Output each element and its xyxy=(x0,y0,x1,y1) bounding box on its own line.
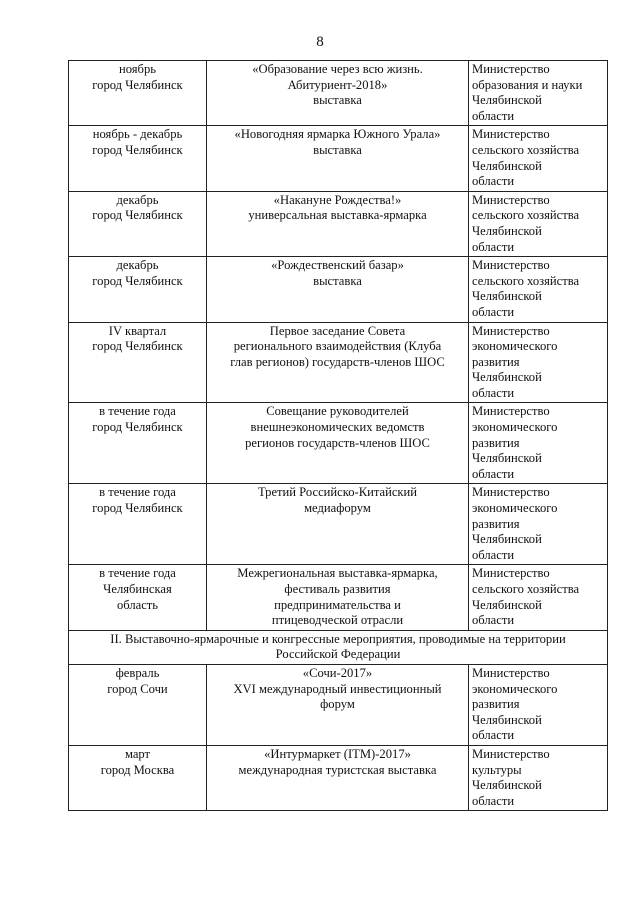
page-number: 8 xyxy=(316,34,324,50)
date-place-cell xyxy=(69,745,207,810)
organizer-cell xyxy=(469,484,608,565)
organizer-line: развития xyxy=(472,435,520,450)
organizer-cell xyxy=(469,61,608,126)
organizer-line: Челябинской xyxy=(472,597,542,612)
place-line: город Челябинск xyxy=(92,273,183,288)
date-line: в течение года xyxy=(99,566,176,581)
event-cell xyxy=(207,484,469,565)
event-line: выставка xyxy=(313,142,362,157)
organizer-line: сельского хозяйства xyxy=(472,142,580,157)
organizer-line: Челябинской xyxy=(472,93,542,108)
organizer-line: Министерство xyxy=(472,404,550,419)
place-line: город Сочи xyxy=(107,681,168,696)
event-line: внешнеэкономических ведомств xyxy=(250,420,425,435)
event-line: «Образование через всю жизнь. xyxy=(252,62,423,76)
organizer-line: области xyxy=(472,547,515,562)
event-line: выставка xyxy=(313,273,362,288)
organizer-line: Челябинской xyxy=(472,223,542,238)
organizer-line: культуры xyxy=(472,762,522,777)
organizer-line: Министерство xyxy=(472,323,550,338)
event-line: Межрегиональная выставка-ярмарка, xyxy=(237,566,438,581)
event-cell xyxy=(207,61,469,126)
event-line: XVI международный инвестиционный xyxy=(233,681,442,696)
event-line: предпринимательства и xyxy=(274,597,401,612)
date-line: февраль xyxy=(115,665,160,680)
organizer-cell xyxy=(469,322,608,403)
organizer-line: экономического xyxy=(472,339,558,354)
date-line: декабрь xyxy=(116,192,159,207)
date-line: IV квартал xyxy=(108,323,167,338)
events-table xyxy=(68,60,608,811)
organizer-cell xyxy=(469,664,608,745)
event-cell xyxy=(207,191,469,256)
table-row xyxy=(69,126,608,191)
date-line: ноябрь xyxy=(118,62,157,76)
date-place-cell xyxy=(69,126,207,191)
organizer-line: области xyxy=(472,174,515,189)
table-row xyxy=(69,403,608,484)
organizer-line: Челябинской xyxy=(472,451,542,466)
date-place-cell xyxy=(69,191,207,256)
place-line: город Челябинск xyxy=(92,142,183,157)
organizer-line: Министерство xyxy=(472,62,550,76)
date-line: в течение года xyxy=(99,485,176,500)
event-line: «Сочи-2017» xyxy=(302,665,373,680)
organizer-line: развития xyxy=(472,354,520,369)
table-row xyxy=(69,484,608,565)
place-line: город Челябинск xyxy=(92,501,183,516)
section-heading-row xyxy=(69,630,608,664)
date-place-cell xyxy=(69,484,207,565)
event-cell xyxy=(207,126,469,191)
organizer-line: области xyxy=(472,304,515,319)
event-cell xyxy=(207,745,469,810)
date-line: март xyxy=(124,746,151,761)
place-line: город Челябинск xyxy=(92,339,183,354)
event-line: Совещание руководителей xyxy=(266,404,409,419)
table-row xyxy=(69,61,608,126)
organizer-cell xyxy=(469,745,608,810)
date-place-cell xyxy=(69,61,207,126)
table-row xyxy=(69,191,608,256)
table-row xyxy=(69,257,608,322)
organizer-line: Министерство xyxy=(472,192,550,207)
event-line: «Интурмаркет (ITM)-2017» xyxy=(264,746,411,761)
organizer-cell xyxy=(469,403,608,484)
organizer-line: экономического xyxy=(472,501,558,516)
event-line: глав регионов) государств-членов ШОС xyxy=(230,354,445,369)
organizer-line: Министерство xyxy=(472,566,550,581)
organizer-line: экономического xyxy=(472,420,558,435)
event-line: регионов государств-членов ШОС xyxy=(245,435,430,450)
event-cell xyxy=(207,565,469,630)
event-line: Первое заседание Совета xyxy=(269,323,406,338)
organizer-line: Челябинской xyxy=(472,532,542,547)
event-cell xyxy=(207,664,469,745)
event-cell xyxy=(207,257,469,322)
event-line: «Рождественский базар» xyxy=(271,258,404,273)
organizer-line: Челябинской xyxy=(472,158,542,173)
organizer-line: Челябинской xyxy=(472,370,542,385)
event-line: форум xyxy=(320,697,355,712)
place-line: город Челябинск xyxy=(92,208,183,223)
organizer-line: сельского хозяйства xyxy=(472,208,580,223)
table-row xyxy=(69,322,608,403)
date-line: декабрь xyxy=(116,258,159,273)
date-line: в течение года xyxy=(99,404,176,419)
event-line: выставка xyxy=(313,93,362,108)
date-place-cell xyxy=(69,403,207,484)
section-heading xyxy=(69,630,608,664)
organizer-cell xyxy=(469,126,608,191)
place-line: город Москва xyxy=(100,762,175,777)
table-row xyxy=(69,745,608,810)
organizer-line: развития xyxy=(472,516,520,531)
organizer-line: Челябинской xyxy=(472,289,542,304)
table-row xyxy=(69,664,608,745)
event-line: универсальная выставка-ярмарка xyxy=(248,208,427,223)
organizer-line: образования и науки xyxy=(472,77,583,92)
organizer-line: Министерство xyxy=(472,258,550,273)
organizer-line: области xyxy=(472,793,515,808)
organizer-line: области xyxy=(472,239,515,254)
organizer-line: Министерство xyxy=(472,127,550,142)
date-place-cell xyxy=(69,322,207,403)
place-line: город Челябинск xyxy=(92,420,183,435)
event-line: Абитуриент-2018» xyxy=(287,77,388,92)
organizer-line: Министерство xyxy=(472,665,550,680)
organizer-line: области xyxy=(472,613,515,628)
organizer-cell xyxy=(469,191,608,256)
event-line: «Накануне Рождества!» xyxy=(273,192,402,207)
organizer-line: области xyxy=(472,466,515,481)
event-line: медиафорум xyxy=(304,501,371,516)
events-body xyxy=(69,61,608,811)
place-line: город Челябинск xyxy=(92,77,183,92)
organizer-line: Челябинской xyxy=(472,712,542,727)
organizer-line: экономического xyxy=(472,681,558,696)
organizer-line: области xyxy=(472,728,515,743)
event-line: регионального взаимодействия (Клуба xyxy=(233,339,442,354)
event-cell xyxy=(207,322,469,403)
event-line: Третий Российско-Китайский xyxy=(257,485,418,500)
event-line: «Новогодняя ярмарка Южного Урала» xyxy=(234,127,441,142)
date-place-cell xyxy=(69,565,207,630)
date-place-cell xyxy=(69,664,207,745)
event-cell xyxy=(207,403,469,484)
place-line: Челябинская xyxy=(103,582,172,596)
section-heading-line: II. Выставочно-ярмарочные и конгрессные мероприятия, проводимые на территории xyxy=(110,631,566,646)
organizer-line: развития xyxy=(472,697,520,712)
organizer-line: Челябинской xyxy=(472,778,542,793)
organizer-line: области xyxy=(472,385,515,400)
organizer-line: области xyxy=(472,108,515,123)
organizer-cell xyxy=(469,565,608,630)
table-row xyxy=(69,565,608,630)
date-line: ноябрь - декабрь xyxy=(92,127,183,142)
date-place-cell xyxy=(69,257,207,322)
organizer-line: Министерство xyxy=(472,746,550,761)
event-line: фестиваль развития xyxy=(284,582,391,596)
event-line: международная туристская выставка xyxy=(238,762,437,777)
organizer-cell xyxy=(469,257,608,322)
event-line: птицеводческой отрасли xyxy=(271,613,404,628)
organizer-line: сельского хозяйства xyxy=(472,273,580,288)
place-line: область xyxy=(116,597,159,612)
section-heading-line: Российской Федерации xyxy=(275,647,401,662)
organizer-line: Министерство xyxy=(472,485,550,500)
organizer-line: сельского хозяйства xyxy=(472,582,580,596)
